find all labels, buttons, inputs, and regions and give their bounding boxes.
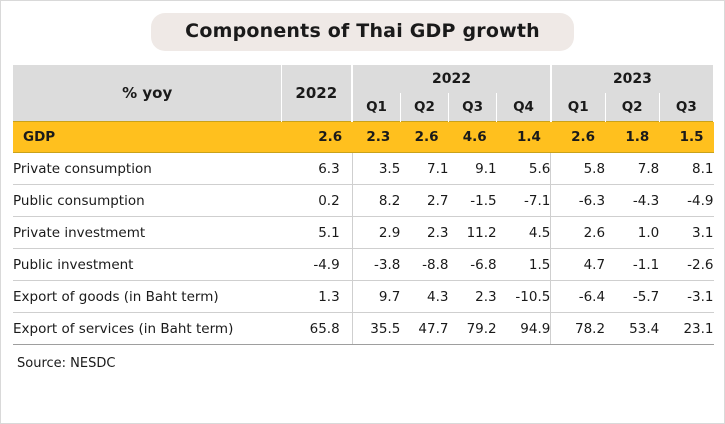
col-header-2023-q1: Q1 <box>551 93 605 122</box>
row-label-export-of-goods: Export of goods (in Baht term) <box>13 281 282 313</box>
cell-public-investment-2023q3: -2.6 <box>659 249 713 281</box>
cell-public-investment-2022q4: 1.5 <box>497 249 551 281</box>
table-row <box>13 281 714 313</box>
cell-private-investment-2022: 5.1 <box>282 217 352 249</box>
row-label-gdp: GDP <box>13 122 282 153</box>
title-container <box>1 13 724 51</box>
cell-gdp-2023q2: 1.8 <box>605 122 659 153</box>
cell-public-consumption-2022q2: 2.7 <box>400 185 448 217</box>
cell-private-consumption-2023q1: 5.8 <box>551 153 605 185</box>
cell-public-consumption-2023q2: -4.3 <box>605 185 659 217</box>
cell-export-goods-2022q2: 4.3 <box>400 281 448 313</box>
table-row <box>13 313 714 345</box>
cell-private-investment-2023q1: 2.6 <box>551 217 605 249</box>
cell-private-consumption-2022q4: 5.6 <box>497 153 551 185</box>
cell-private-investment-2023q3: 3.1 <box>659 217 713 249</box>
table-row <box>13 153 714 185</box>
cell-export-goods-2022q4: -10.5 <box>497 281 551 313</box>
cell-public-investment-2022q3: -6.8 <box>448 249 496 281</box>
table-header-row-1 <box>13 65 714 93</box>
cell-gdp-2023q3: 1.5 <box>659 122 713 153</box>
cell-private-investment-2023q2: 1.0 <box>605 217 659 249</box>
cell-public-consumption-2022q4: -7.1 <box>497 185 551 217</box>
cell-gdp-2022q3: 4.6 <box>448 122 496 153</box>
row-label-private-consumption: Private consumption <box>13 153 282 185</box>
cell-gdp-2022q1: 2.3 <box>352 122 400 153</box>
cell-public-consumption-2022q3: -1.5 <box>448 185 496 217</box>
cell-private-investment-2022q1: 2.9 <box>352 217 400 249</box>
cell-export-goods-2022q3: 2.3 <box>448 281 496 313</box>
cell-export-services-2022: 65.8 <box>282 313 352 345</box>
cell-export-services-2023q2: 53.4 <box>605 313 659 345</box>
cell-gdp-2022q2: 2.6 <box>400 122 448 153</box>
gdp-table <box>13 65 714 345</box>
cell-export-services-2023q1: 78.2 <box>551 313 605 345</box>
cell-export-services-2022q4: 94.9 <box>497 313 551 345</box>
cell-private-investment-2022q2: 2.3 <box>400 217 448 249</box>
cell-private-investment-2022q3: 11.2 <box>448 217 496 249</box>
cell-public-consumption-2023q3: -4.9 <box>659 185 713 217</box>
col-header-2022-q1: Q1 <box>352 93 400 122</box>
cell-gdp-2022: 2.6 <box>282 122 352 153</box>
cell-private-consumption-2022q2: 7.1 <box>400 153 448 185</box>
cell-public-investment-2022q1: -3.8 <box>352 249 400 281</box>
cell-export-goods-2023q3: -3.1 <box>659 281 713 313</box>
cell-private-consumption-2022q3: 9.1 <box>448 153 496 185</box>
cell-private-consumption-2023q2: 7.8 <box>605 153 659 185</box>
cell-public-consumption-2022q1: 8.2 <box>352 185 400 217</box>
col-header-2022-q3: Q3 <box>448 93 496 122</box>
cell-export-goods-2022q1: 9.7 <box>352 281 400 313</box>
col-header-2023-q2: Q2 <box>605 93 659 122</box>
cell-public-consumption-2022: 0.2 <box>282 185 352 217</box>
row-label-public-investment: Public investment <box>13 249 282 281</box>
cell-private-consumption-2022q1: 3.5 <box>352 153 400 185</box>
cell-private-consumption-2022: 6.3 <box>282 153 352 185</box>
cell-export-services-2022q1: 35.5 <box>352 313 400 345</box>
cell-public-consumption-2023q1: -6.3 <box>551 185 605 217</box>
cell-public-investment-2022q2: -8.8 <box>400 249 448 281</box>
col-header-2022-q2: Q2 <box>400 93 448 122</box>
page-title: Components of Thai GDP growth <box>151 13 574 51</box>
table-row <box>13 122 714 153</box>
cell-private-consumption-2023q3: 8.1 <box>659 153 713 185</box>
cell-public-investment-2022: -4.9 <box>282 249 352 281</box>
cell-gdp-2023q1: 2.6 <box>551 122 605 153</box>
row-label-private-investment: Private investmemt <box>13 217 282 249</box>
row-label-public-consumption: Public consumption <box>13 185 282 217</box>
annual-year-header: 2022 <box>282 65 352 122</box>
cell-public-investment-2023q2: -1.1 <box>605 249 659 281</box>
table-row <box>13 249 714 281</box>
col-header-2022-q4: Q4 <box>497 93 551 122</box>
group-header-2023: 2023 <box>551 65 714 93</box>
cell-export-services-2023q3: 23.1 <box>659 313 713 345</box>
row-label-export-of-services: Export of services (in Baht term) <box>13 313 282 345</box>
table-row <box>13 217 714 249</box>
cell-export-goods-2023q2: -5.7 <box>605 281 659 313</box>
cell-private-investment-2022q4: 4.5 <box>497 217 551 249</box>
table-row <box>13 185 714 217</box>
group-header-2022: 2022 <box>352 65 551 93</box>
cell-export-goods-2022: 1.3 <box>282 281 352 313</box>
table-container <box>13 65 712 345</box>
cell-gdp-2022q4: 1.4 <box>497 122 551 153</box>
unit-label-header: % yoy <box>13 65 282 122</box>
cell-export-services-2022q3: 79.2 <box>448 313 496 345</box>
cell-public-investment-2023q1: 4.7 <box>551 249 605 281</box>
cell-export-services-2022q2: 47.7 <box>400 313 448 345</box>
cell-export-goods-2023q1: -6.4 <box>551 281 605 313</box>
col-header-2023-q3: Q3 <box>659 93 713 122</box>
source-note: Source: NESDC <box>17 356 116 371</box>
